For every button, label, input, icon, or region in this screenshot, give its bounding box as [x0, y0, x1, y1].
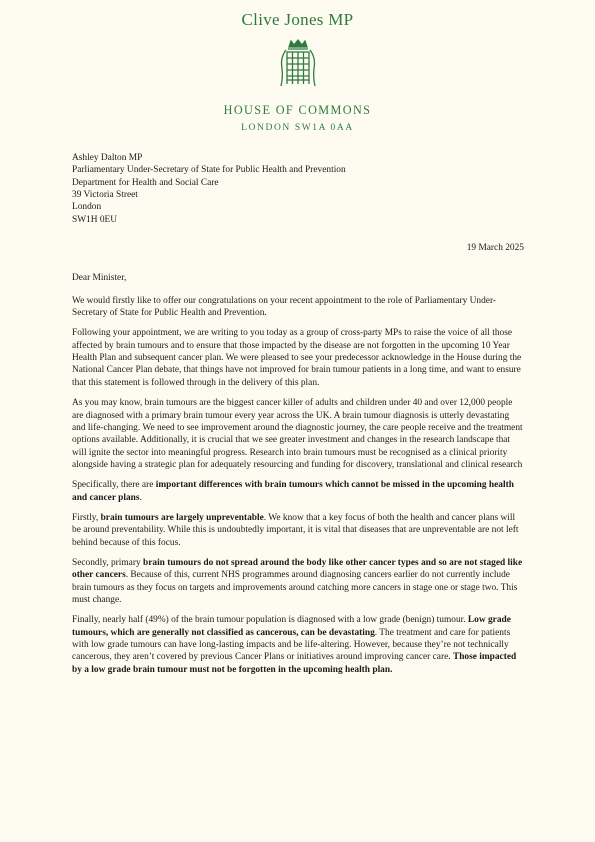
recipient-address [72, 152, 524, 226]
bold-text: brain tumours are largely unpreventable [100, 512, 264, 523]
body-paragraph [72, 614, 524, 676]
body-paragraph [72, 295, 524, 320]
paragraph-text: . We know that a key focus of both the health and cancer plans will be around preventability. While this is undoubtedly important, it is vital that diseases that are unpreventable are not left behind because of this focus. [72, 512, 519, 548]
bold-text: important differences with brain tumours which cannot be missed in the upcoming health and cancer plans [72, 480, 514, 503]
recipient-line: SW1H 0EU [72, 214, 118, 225]
letter-body [72, 152, 524, 676]
body-paragraph [72, 512, 524, 549]
recipient-line: Ashley Dalton MP [72, 153, 143, 163]
bold-text: brain tumours do not spread around the body like other cancer types and so are not staged like other cancers [72, 557, 523, 581]
recipient-line: Department for Health and Social Care [72, 177, 219, 188]
paragraph-text: . [139, 492, 142, 503]
bold-text: Those impacted by a low grade brain tumour must not be forgotten in the upcoming health plan. [72, 652, 517, 675]
recipient-line: London [72, 202, 102, 213]
recipient-line: Parliamentary Under-Secretary of State for Public Health and Prevention [72, 165, 346, 176]
letter-date: 19 March 2025 [466, 243, 524, 254]
paragraph-text: Secondly, primary [72, 557, 143, 568]
paragraph-text: As you may know, brain tumours are the biggest cancer killer of adults and children under 40 and over 12,000 people are diagnosed with a primary brain tumour every year across the UK. A brain tumour diagnosis is utterly devastating and life-changing. We need to see improvement around the diagnostic journey, the care people receive and the treatment options available. Additionally, it is crucial that we see greater investment and changes in the research landscape that will ignite the sector into meaningful progress. Research into brain tumours must be recognised as a clinical priority alongside having a strategic plan for adequately resourcing and funding for discovery, translational and clinical research [72, 398, 523, 470]
paragraph-text: Finally, nearly half (49%) of the brain tumour population is diagnosed with a low grade (benign) tumour. [72, 615, 468, 626]
bold-text: Low grade tumours, which are generally not classified as cancerous, can be devastating [72, 615, 511, 638]
body-paragraph [72, 397, 524, 471]
body-paragraph [72, 479, 524, 504]
paragraph-text: . Because of this, current NHS programmes around diagnosing cancers earlier do not currently include brain tumours as they focus on targets and improvements around catching more cancers in stage one or stage two. This must change. [72, 570, 518, 605]
paragraph-text: Firstly, [72, 512, 101, 523]
mp-name: Clive Jones MP [241, 10, 354, 29]
recipient-line: 39 Victoria Street [72, 190, 138, 201]
paragraph-text: Following your appointment, we are writing to you today as a group of cross-party MPs to raise the voice of all those affected by brain tumours and to ensure that those impacted by the disease are not forgotten in the upcoming 10 Year Health Plan and subsequent cancer plan. We were pleased to see your predecessor acknowledge in the House during the National Cancer Plan debate, that things have not improved for brain tumour patients in a long time, and want to ensure that this statement is followed through in the delivery of this plan. [72, 328, 522, 388]
body-paragraph [72, 327, 524, 389]
paragraph-text: We would firstly like to offer our congratulations on your recent appointment to the role of Parliamentary Under-Secretary of State for Public Health and Prevention. [72, 295, 497, 319]
body-paragraph [72, 557, 524, 606]
portcullis-icon [272, 38, 324, 90]
paragraph-text: Specifically, there are [72, 480, 156, 491]
body-paragraphs [72, 295, 524, 676]
letterhead-address: LONDON SW1A 0AA [241, 123, 354, 133]
paragraph-text: . The treatment and care for patients with low grade tumours can have long-lasting impacts and be life-altering. However, because they’re not technically cancerous, they aren’t covered by previous Cancer Plans or initiatives around improving cancer care. [72, 627, 511, 663]
salutation: Dear Minister, [72, 273, 127, 284]
house-of-commons: HOUSE OF COMMONS [223, 103, 372, 117]
